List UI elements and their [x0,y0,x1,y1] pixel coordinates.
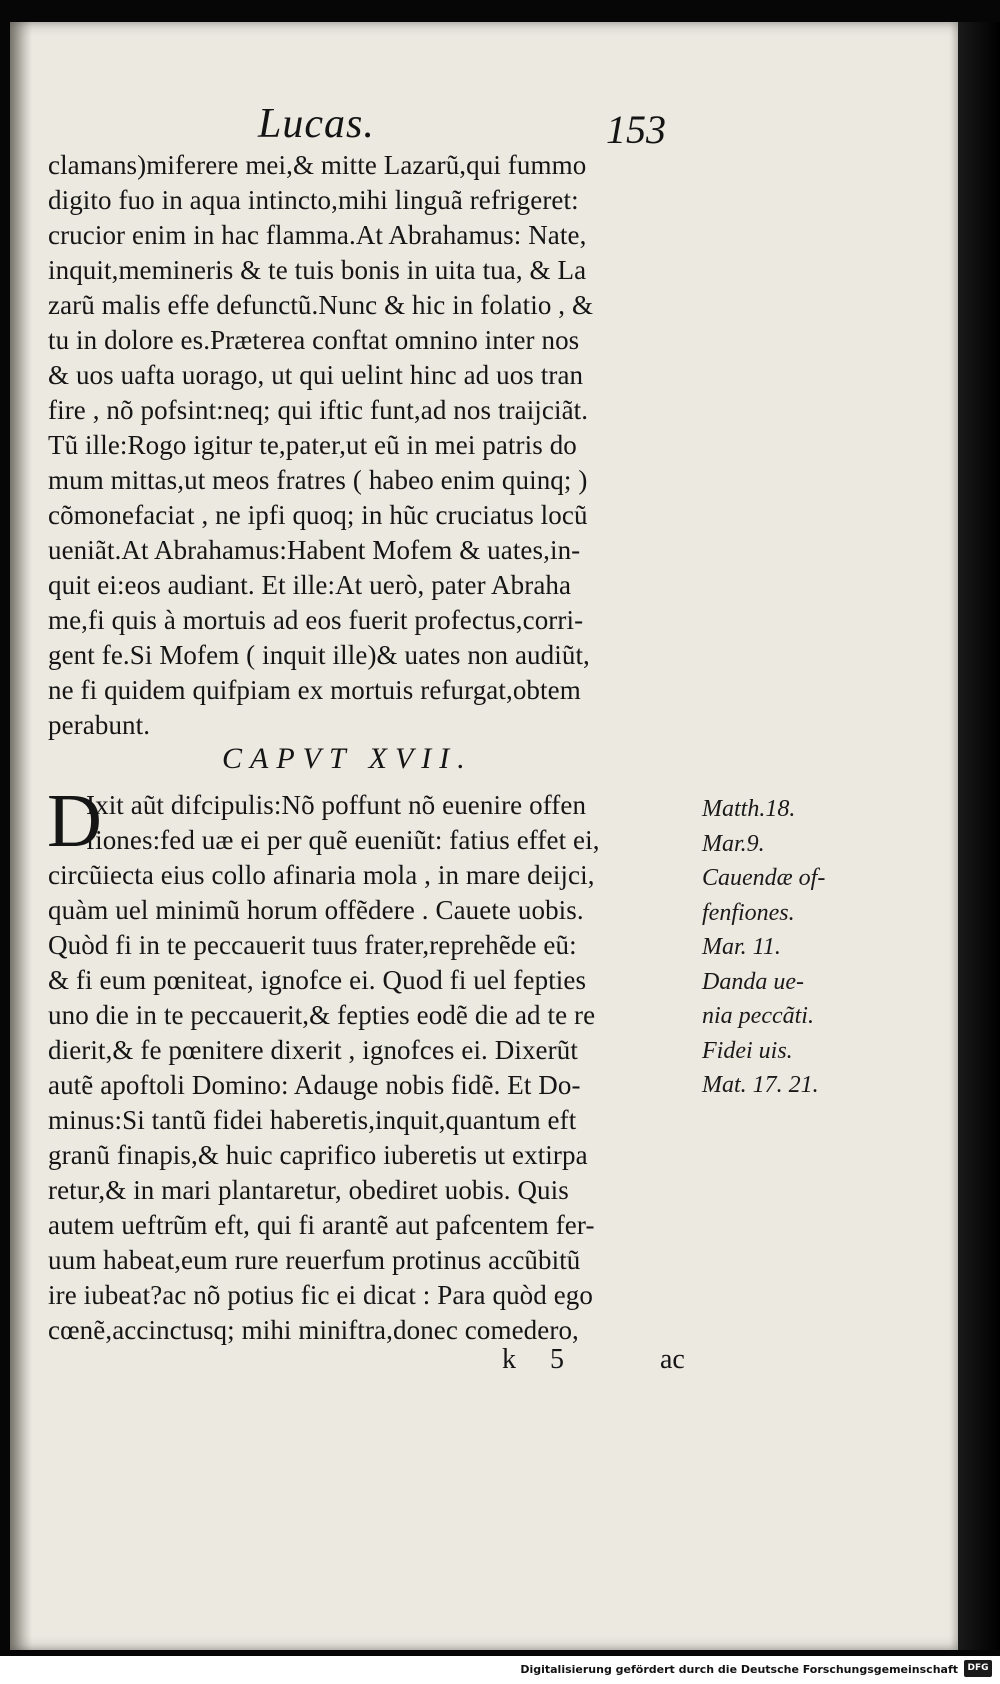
text-line: mum mittas,ut meos fratres ( habeo enim quinq; ) [48,465,588,495]
text-line: granũ finapis,& huic caprifico iuberetis ut extirpa [48,1140,588,1170]
signature-letter: k [502,1344,516,1375]
chapter-heading: CAPVT XVII. [222,742,473,775]
text-line: ne fi quidem quifpiam ex mortuis refurgat,obtem [48,675,581,705]
text-line: uno die in te peccauerit,& fepties eodẽ die ad te re [48,1000,596,1030]
text-line: Ixit aũt difcipulis:Nõ poffunt nõ euenire offen [86,790,587,820]
text-block-upper [48,148,693,743]
margin-note: Fidei uis. [702,1037,793,1064]
text-line: clamans)miferere mei,& mitte Lazarũ,qui fummo [48,150,587,180]
text-line: me,fi quis à mortuis ad eos fuerit profectus,corri- [48,605,584,635]
text-line: retur,& in mari plantaretur, obediret uobis. Quis [48,1175,569,1205]
drop-cap: D [47,779,102,863]
text-line: & fi eum pœniteat, ignofce ei. Quod fi uel fepties [48,965,587,995]
footer-credit: Digitalisierung gefördert durch die Deutsche Forschungsgemeinschaft [520,1663,958,1676]
text-line: fiones:fed uæ ei per quẽ eueniũt: fatius effet ei, [86,825,600,855]
text-line: autẽ apoftoli Domino: Adauge nobis fidẽ. Et Do- [48,1070,581,1100]
text-block-lower [48,788,693,1348]
signature-number: 5 [550,1344,564,1375]
text-line: ire iubeat?ac nõ potius fic ei dicat : Para quòd ego [48,1280,594,1310]
gutter-shadow [10,22,32,1650]
page-edge [958,22,1000,1650]
margin-note: Mar.9. [702,830,765,857]
text-line: perabunt. [48,710,151,740]
margin-note: Mat. 17. 21. [702,1072,819,1098]
text-line: Quòd fi in te peccauerit tuus frater,reprehẽde eũ: [48,930,577,960]
text-line: cœnẽ,accinctusq; mihi miniftra,donec comedero, [48,1315,579,1345]
text-line: digito fuo in aqua intincto,mihi linguã refrigeret: [48,185,579,215]
text-line: minus:Si tantũ fidei haberetis,inquit,quantum eft [48,1105,577,1135]
text-line: quàm uel minimũ horum offẽdere . Cauete uobis. [48,895,584,925]
text-line: gent fe.Si Mofem ( inquit ille)& uates non audiũt, [48,640,590,670]
text-line: cõmonefaciat , ne ipfi quoq; in hũc cruciatus locũ [48,500,588,530]
text-line: ueniãt.At Abrahamus:Habent Mofem & uates,in- [48,535,581,565]
catchword: ac [660,1344,685,1375]
margin-note: nia peccãti. [702,1003,814,1029]
text-line: dierit,& fe pœnitere dixerit , ignofces ei. Dixerũt [48,1035,578,1065]
text-line: Tũ ille:Rogo igitur te,pater,ut eũ in mei patris do [48,430,577,460]
margin-note: fenfiones. [702,899,795,926]
text-line: uum habeat,eum rure reuerfum protinus accũbitũ [48,1245,581,1275]
margin-notes [702,792,852,1103]
margin-note: Mar. 11. [702,934,781,960]
dfg-logo: DFG [964,1660,992,1677]
margin-note: Danda ue- [702,968,804,995]
text-line: autem ueftrũm eft, qui fi arantẽ aut pafcentem fer- [48,1210,595,1240]
text-line: & uos uafta uorago, ut qui uelint hinc ad uos tran [48,360,584,390]
text-line: quit ei:eos audiant. Et ille:At uerò, pater Abraha [48,570,572,600]
text-line: tu in dolore es.Præterea conftat omnino inter nos [48,325,580,355]
text-line: zarũ malis effe defunctũ.Nunc & hic in folatio , & [48,290,594,320]
margin-note: Cauendæ of- [702,865,826,891]
margin-note: Matth.18. [702,796,796,822]
text-line: inquit,memineris & te tuis bonis in uita tua, & La [48,255,587,285]
running-head: Lucas. [258,101,375,147]
text-line: fire , nõ pofsint:neq; qui iftic funt,ad nos traijciãt. [48,395,589,425]
text-line: crucior enim in hac flamma.At Abrahamus: Nate, [48,220,587,250]
text-line: circũiecta eius collo afinaria mola , in mare deijci, [48,860,595,890]
page-number: 153 [606,107,666,152]
